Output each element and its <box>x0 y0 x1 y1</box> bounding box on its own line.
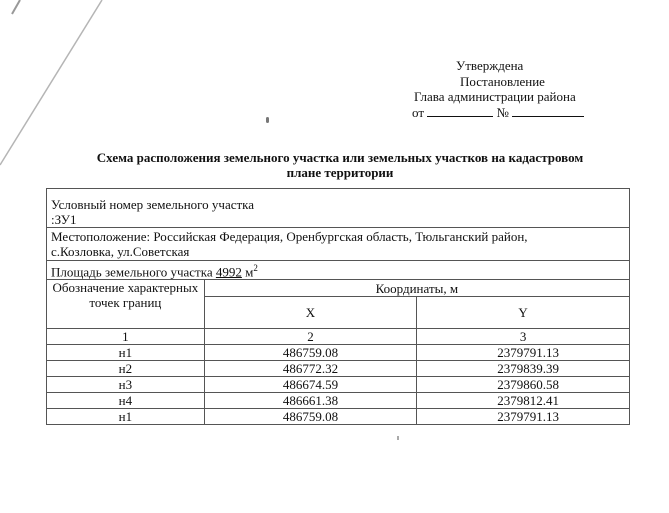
location-line-1: Местоположение: Российская Федерация, Оренбургская область, Тюльганский район, <box>51 229 528 244</box>
cond-number-label: Условный номер земельного участка <box>51 197 255 212</box>
point-name: н4 <box>47 393 205 409</box>
title-line-1: Схема расположения земельного участка или земельных участков на кадастровом <box>96 150 584 165</box>
point-x: 486674.59 <box>204 377 417 393</box>
table-row <box>47 409 630 425</box>
scan-artifact-line <box>0 0 120 170</box>
document-title <box>40 150 640 180</box>
point-x: 486759.08 <box>204 409 417 425</box>
location-row <box>47 228 630 261</box>
approval-block <box>412 58 612 120</box>
number-blank <box>512 105 584 117</box>
col-number-3: 3 <box>417 329 630 345</box>
points-header: Обозначение характерных точек границ <box>47 280 205 329</box>
area-value: 4992 <box>215 264 242 280</box>
point-y: 2379839.39 <box>417 361 630 377</box>
date-blank <box>427 105 493 117</box>
point-x: 486772.32 <box>204 361 417 377</box>
point-name: н3 <box>47 377 205 393</box>
header-row <box>47 280 630 297</box>
area-unit: м <box>245 264 254 280</box>
point-x: 486759.08 <box>204 345 417 361</box>
area-row <box>47 261 630 280</box>
table-row <box>47 393 630 409</box>
point-name: н1 <box>47 409 205 425</box>
table-row <box>47 377 630 393</box>
point-y: 2379812.41 <box>417 393 630 409</box>
approval-number-label: № <box>496 104 509 120</box>
point-y: 2379791.13 <box>417 345 630 361</box>
point-x: 486661.38 <box>204 393 417 409</box>
point-y: 2379860.58 <box>417 377 630 393</box>
point-name: н2 <box>47 361 205 377</box>
location-line-2: с.Козловка, ул.Советская <box>51 244 190 259</box>
col-number-2: 2 <box>204 329 417 345</box>
approval-line-2: Постановление <box>460 73 545 89</box>
approval-line-3: Глава администрации района <box>414 89 576 104</box>
title-line-2: плане территории <box>286 165 394 180</box>
area-label: Площадь земельного участка <box>51 264 213 280</box>
point-y: 2379791.13 <box>417 409 630 425</box>
y-header: Y <box>417 297 630 329</box>
point-name: н1 <box>47 345 205 361</box>
cond-number-value: :ЗУ1 <box>51 212 77 227</box>
cond-number-cell <box>47 189 630 228</box>
table-row <box>47 361 630 377</box>
approval-ot-label: от <box>412 104 425 120</box>
scan-dot <box>266 117 269 123</box>
area-unit-exponent: 2 <box>253 263 258 273</box>
location-cell <box>47 228 630 261</box>
coords-header: Координаты, м <box>204 280 629 297</box>
col-number-1: 1 <box>47 329 205 345</box>
approval-line-1: Утверждена <box>456 58 524 73</box>
x-header: X <box>204 297 417 329</box>
scan-dot <box>397 436 399 440</box>
cond-number-row <box>47 189 630 228</box>
column-number-row <box>47 329 630 345</box>
table-row <box>47 345 630 361</box>
approval-line-4 <box>412 105 612 121</box>
area-cell <box>47 261 630 280</box>
land-plot-table <box>46 188 630 425</box>
